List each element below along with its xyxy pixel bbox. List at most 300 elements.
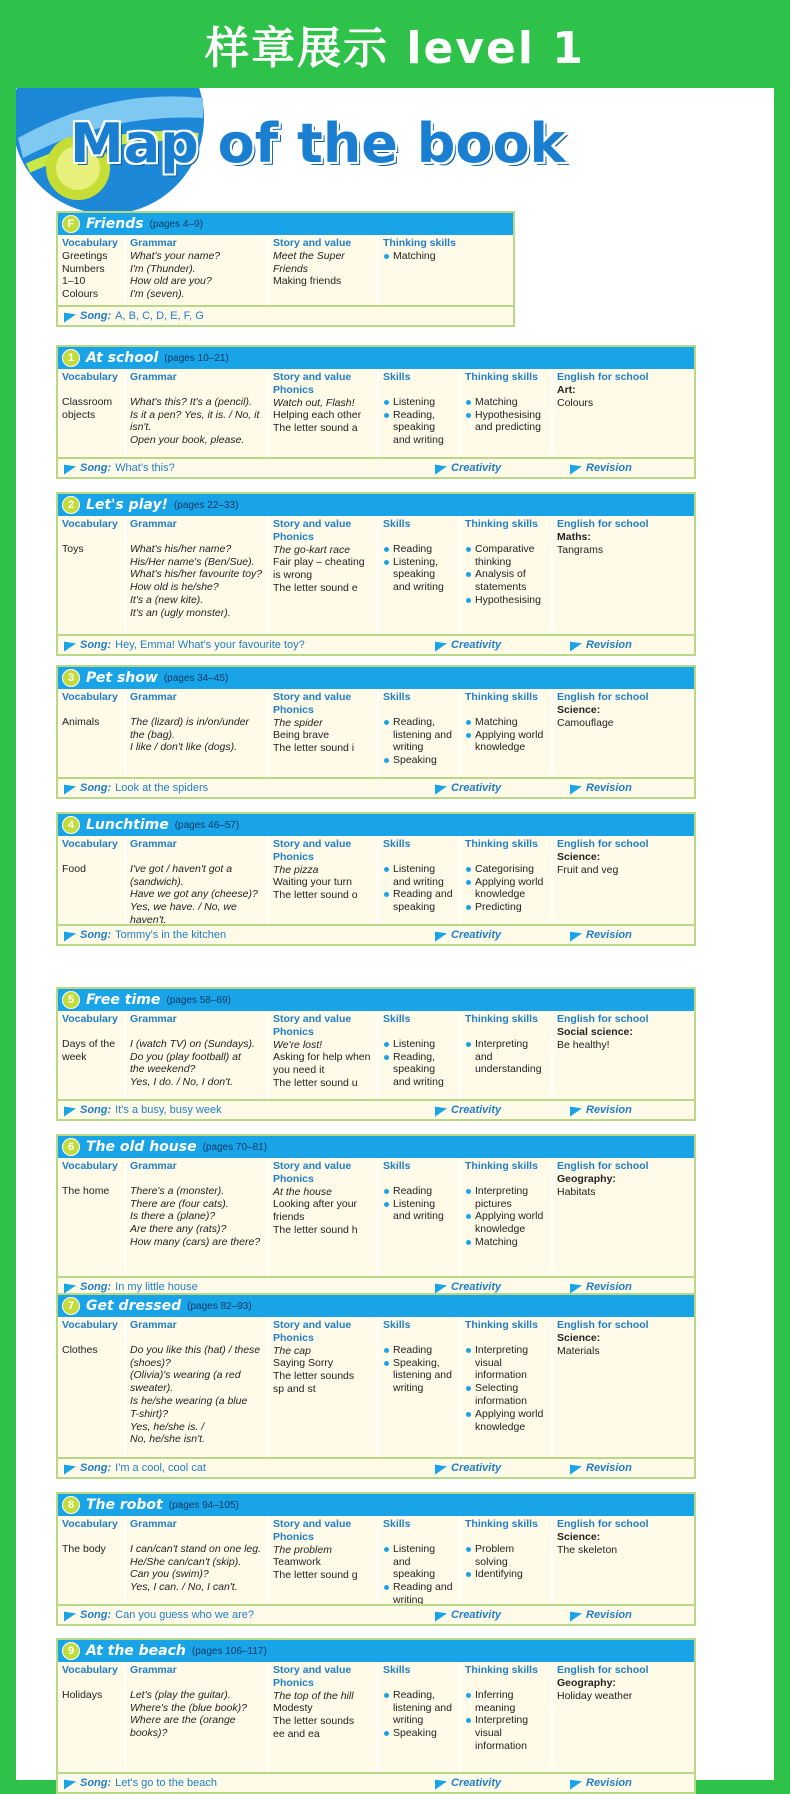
song-title: I'm a cool, cool cat bbox=[115, 1462, 206, 1474]
english-school-col-header: English for school bbox=[557, 1518, 649, 1530]
story-phonics-col-header: Story and value Phonics bbox=[273, 1013, 352, 1038]
skills-col-header: Skills bbox=[383, 1518, 411, 1530]
grammar-item: His/Her name's (Ben/Sue). bbox=[130, 555, 255, 568]
vocabulary-col bbox=[58, 1662, 126, 1772]
spacer bbox=[130, 1332, 263, 1344]
creativity-link[interactable] bbox=[435, 782, 501, 794]
skills-col-header: Skills bbox=[383, 371, 411, 383]
english-school-col bbox=[553, 689, 694, 777]
unit-footer bbox=[58, 777, 694, 797]
story-item: Watch out, Flash! bbox=[273, 396, 355, 409]
unit-card bbox=[56, 1638, 696, 1794]
thinking-col-header: Thinking skills bbox=[465, 691, 538, 703]
skills-col bbox=[379, 1158, 461, 1276]
spacer bbox=[465, 1026, 547, 1038]
grammar-item: It's a (new kite). bbox=[130, 593, 204, 606]
story-phonics-col-header: Story and value Phonics bbox=[273, 1160, 352, 1185]
skills-item: Listening and writing bbox=[383, 1198, 455, 1224]
song-link[interactable] bbox=[64, 462, 175, 474]
vocabulary-col-header: Vocabulary bbox=[62, 237, 118, 249]
grammar-item: I (watch TV) on (Sundays). bbox=[130, 1037, 255, 1050]
skills-col-header: Skills bbox=[383, 691, 411, 703]
unit-title: Pet show bbox=[86, 670, 158, 686]
unit-number-badge: 5 bbox=[62, 991, 80, 1009]
revision-link[interactable] bbox=[570, 929, 632, 941]
song-label: Song: bbox=[80, 639, 112, 651]
grammar-item: Are there any (rats)? bbox=[130, 1223, 227, 1236]
creativity-label: Creativity bbox=[451, 782, 502, 794]
vocabulary-item: Classroom bbox=[62, 395, 113, 408]
vocabulary-col-header: Vocabulary bbox=[62, 838, 118, 850]
song-title: Let's go to the beach bbox=[115, 1777, 217, 1789]
thinking-col-header: Thinking skills bbox=[465, 518, 538, 530]
song-link[interactable] bbox=[64, 1462, 206, 1474]
spacer bbox=[62, 1677, 120, 1689]
vocabulary-col bbox=[58, 1011, 126, 1099]
spacer bbox=[383, 1026, 455, 1038]
grammar-item: the (bag). bbox=[130, 728, 175, 741]
grammar-col bbox=[126, 516, 269, 634]
thinking-item: Inferring meaning bbox=[465, 1689, 547, 1715]
grammar-col bbox=[126, 836, 269, 924]
unit-pages: (pages 106–117) bbox=[191, 1645, 267, 1657]
unit-title: Free time bbox=[86, 992, 161, 1008]
revision-label: Revision bbox=[586, 1777, 632, 1789]
unit-friends bbox=[56, 211, 515, 327]
grammar-item: Where's the (blue book)? bbox=[130, 1701, 247, 1714]
creativity-link[interactable] bbox=[435, 462, 501, 474]
story-item: Asking for help when bbox=[273, 1051, 371, 1064]
unit-footer bbox=[58, 1099, 694, 1119]
grammar-col-header: Grammar bbox=[130, 1160, 177, 1172]
song-label: Song: bbox=[80, 310, 112, 322]
grammar-item: Can you (swim)? bbox=[130, 1568, 209, 1581]
song-title: A, B, C, D, E, F, G bbox=[115, 310, 204, 322]
grammar-item: (sandwich). bbox=[130, 875, 184, 888]
plane-icon bbox=[64, 1103, 76, 1116]
unit-pages: (pages 94–105) bbox=[168, 1499, 239, 1511]
story-item: ee and ea bbox=[273, 1727, 320, 1740]
english-school-col-header: English for school bbox=[557, 518, 649, 530]
story-phonics-col bbox=[269, 1662, 379, 1772]
plane-icon bbox=[64, 461, 76, 474]
plane-icon bbox=[435, 928, 447, 941]
thinking-item: Hypothesising and predicting bbox=[465, 409, 547, 435]
grammar-col-header: Grammar bbox=[130, 1664, 177, 1676]
unit-number-badge: 9 bbox=[62, 1642, 80, 1660]
creativity-label: Creativity bbox=[451, 1777, 502, 1789]
spacer bbox=[62, 1026, 120, 1038]
thinking-col-header: Thinking skills bbox=[465, 1664, 538, 1676]
creativity-label: Creativity bbox=[451, 639, 502, 651]
story-item: Saying Sorry bbox=[273, 1357, 334, 1370]
school-topic: Camouflage bbox=[557, 716, 614, 729]
grammar-col-header: Grammar bbox=[130, 371, 177, 383]
unit-footer bbox=[58, 305, 513, 325]
grammar-col bbox=[126, 235, 269, 305]
story-item: The letter sound i bbox=[273, 742, 355, 755]
school-subject: Science: bbox=[557, 850, 601, 863]
song-label: Song: bbox=[80, 1104, 112, 1116]
thinking-item: Interpreting visual information bbox=[465, 1344, 547, 1382]
story-item: At the house bbox=[273, 1185, 332, 1198]
spacer bbox=[465, 1173, 547, 1185]
story-item: Friends bbox=[273, 262, 309, 275]
grammar-item: I'm (Thunder). bbox=[130, 262, 196, 275]
grammar-item: Where are the (orange bbox=[130, 1714, 236, 1727]
song-title: What's this? bbox=[115, 462, 175, 474]
story-item: friends bbox=[273, 1211, 305, 1224]
plane-icon bbox=[64, 1608, 76, 1621]
unit-header bbox=[58, 213, 513, 235]
story-item: Meet the Super bbox=[273, 249, 345, 262]
vocabulary-col-header: Vocabulary bbox=[62, 691, 118, 703]
skills-col bbox=[379, 836, 461, 924]
spacer bbox=[62, 531, 120, 543]
unit-footer bbox=[58, 634, 694, 654]
skills-col-header: Skills bbox=[383, 518, 411, 530]
thinking-item: Problem solving bbox=[465, 1543, 547, 1569]
vocabulary-item: Toys bbox=[62, 542, 84, 555]
song-label: Song: bbox=[80, 1281, 112, 1293]
unit-number-badge: F bbox=[62, 215, 80, 233]
vocabulary-col bbox=[58, 369, 126, 457]
grammar-item: He/She can/can't (skip). bbox=[130, 1555, 242, 1568]
creativity-link[interactable] bbox=[435, 1104, 501, 1116]
thinking-col-header: Thinking skills bbox=[465, 838, 538, 850]
skills-item: Listening bbox=[383, 1038, 455, 1051]
thinking-col bbox=[461, 1317, 553, 1457]
story-item: Being brave bbox=[273, 729, 330, 742]
english-school-col-header: English for school bbox=[557, 371, 649, 383]
grammar-col-header: Grammar bbox=[130, 237, 177, 249]
school-topic: Tangrams bbox=[557, 543, 604, 556]
creativity-label: Creativity bbox=[451, 462, 502, 474]
unit-pages: (pages 58–69) bbox=[166, 994, 231, 1006]
unit-body bbox=[58, 836, 694, 924]
grammar-col-header: Grammar bbox=[130, 1518, 177, 1530]
vocabulary-item: Animals bbox=[62, 715, 100, 728]
plane-icon bbox=[570, 1776, 582, 1789]
vocabulary-col bbox=[58, 689, 126, 777]
song-link[interactable] bbox=[64, 1609, 254, 1621]
grammar-item: What's this? It's a (pencil). bbox=[130, 395, 252, 408]
school-subject: Science: bbox=[557, 1331, 601, 1344]
grammar-col-header: Grammar bbox=[130, 838, 177, 850]
thinking-item: Applying world knowledge bbox=[465, 876, 547, 902]
school-topic: Colours bbox=[557, 396, 594, 409]
plane-icon bbox=[64, 309, 76, 322]
grammar-item: (Olivia)'s wearing (a red bbox=[130, 1369, 241, 1382]
grammar-item: It's an (ugly monster). bbox=[130, 606, 231, 619]
unit-footer bbox=[58, 924, 694, 944]
skills-item: Reading, speaking and writing bbox=[383, 1051, 455, 1089]
thinking-item: Categorising bbox=[465, 863, 547, 876]
grammar-col-header: Grammar bbox=[130, 1013, 177, 1025]
spacer bbox=[62, 1173, 120, 1185]
school-subject: Science: bbox=[557, 1530, 601, 1543]
unit-card bbox=[56, 665, 696, 799]
school-topic: Materials bbox=[557, 1344, 600, 1357]
story-item: Making friends bbox=[273, 275, 342, 288]
story-phonics-col-header: Story and value Phonics bbox=[273, 518, 352, 543]
spacer bbox=[130, 704, 263, 716]
english-school-col-header: English for school bbox=[557, 1013, 649, 1025]
story-item: Modesty bbox=[273, 1702, 313, 1715]
story-item: The problem bbox=[273, 1543, 332, 1556]
grammar-col bbox=[126, 689, 269, 777]
unit-number-badge: 4 bbox=[62, 816, 80, 834]
spacer bbox=[383, 1173, 455, 1185]
unit-header bbox=[58, 494, 694, 516]
story-item: The letter sound h bbox=[273, 1223, 358, 1236]
revision-label: Revision bbox=[586, 639, 632, 651]
unit-pages: (pages 70–81) bbox=[202, 1141, 268, 1153]
creativity-link[interactable] bbox=[435, 1777, 501, 1789]
unit-pages: (pages 22–33) bbox=[173, 499, 239, 511]
thinking-item: Matching bbox=[465, 396, 547, 409]
story-item: The go-kart race bbox=[273, 543, 351, 556]
spacer bbox=[130, 851, 263, 863]
unit-card bbox=[56, 1293, 696, 1479]
thinking-item: Matching bbox=[465, 1236, 547, 1249]
thinking-col-header: Thinking skills bbox=[465, 371, 538, 383]
story-col bbox=[269, 235, 379, 305]
skills-col bbox=[379, 369, 461, 457]
skills-item: Speaking, listening and writing bbox=[383, 1357, 455, 1395]
vocabulary-col bbox=[58, 1317, 126, 1457]
grammar-item: What's his/her favourite toy? bbox=[130, 568, 263, 581]
revision-label: Revision bbox=[586, 1281, 632, 1293]
unit-header bbox=[58, 1494, 694, 1516]
unit-title: At the beach bbox=[86, 1643, 186, 1659]
song-label: Song: bbox=[80, 1462, 112, 1474]
song-title: Hey, Emma! What's your favourite toy? bbox=[115, 639, 305, 651]
unit-title: At school bbox=[86, 350, 159, 366]
thinking-item: Applying world knowledge bbox=[465, 1408, 547, 1434]
unit-header bbox=[58, 1640, 694, 1662]
spacer bbox=[383, 1531, 455, 1543]
vocabulary-item: Colours bbox=[62, 288, 99, 301]
revision-link[interactable] bbox=[570, 1462, 632, 1474]
grammar-col-header: Grammar bbox=[130, 518, 177, 530]
vocabulary-col bbox=[58, 836, 126, 924]
story-item: The letter sound o bbox=[273, 889, 358, 902]
song-link[interactable] bbox=[64, 639, 305, 651]
grammar-item: The (lizard) is in/on/under bbox=[130, 715, 250, 728]
grammar-item: Let's (play the guitar). bbox=[130, 1688, 231, 1701]
plane-icon bbox=[64, 781, 76, 794]
vocabulary-col-header: Vocabulary bbox=[62, 1518, 118, 1530]
unit-title: Let's play! bbox=[86, 497, 168, 513]
english-school-col bbox=[553, 1158, 694, 1276]
spacer bbox=[130, 384, 263, 396]
skills-item: Reading, speaking and writing bbox=[383, 409, 455, 447]
creativity-label: Creativity bbox=[451, 929, 502, 941]
thinking-item: Analysis of statements bbox=[465, 568, 547, 594]
song-link[interactable] bbox=[64, 929, 226, 941]
revision-label: Revision bbox=[586, 929, 632, 941]
unit-card bbox=[56, 987, 696, 1121]
thinking-item: Predicting bbox=[465, 901, 547, 914]
revision-link[interactable] bbox=[570, 639, 632, 651]
thinking-item: Identifying bbox=[465, 1568, 547, 1581]
english-school-col bbox=[553, 1516, 694, 1604]
grammar-item: Yes, we have. / No, we haven't. bbox=[130, 901, 237, 924]
plane-icon bbox=[435, 638, 447, 651]
spacer bbox=[130, 1026, 263, 1038]
grammar-item: Is there a (plane)? bbox=[130, 1210, 216, 1223]
spacer bbox=[465, 1531, 547, 1543]
story-phonics-col-header: Story and value Phonics bbox=[273, 371, 352, 396]
revision-link[interactable] bbox=[570, 1104, 632, 1116]
unit-title: Lunchtime bbox=[86, 817, 169, 833]
spacer bbox=[383, 1677, 455, 1689]
creativity-label: Creativity bbox=[451, 1104, 502, 1116]
revision-link[interactable] bbox=[570, 782, 632, 794]
unit-number-badge: 6 bbox=[62, 1138, 80, 1156]
spacer bbox=[383, 704, 455, 716]
plane-icon bbox=[64, 928, 76, 941]
grammar-col bbox=[126, 369, 269, 457]
story-phonics-col bbox=[269, 1317, 379, 1457]
skills-col bbox=[379, 689, 461, 777]
thinking-col-header: Thinking skills bbox=[465, 1319, 538, 1331]
spacer bbox=[130, 1173, 263, 1185]
unit-body bbox=[58, 235, 513, 305]
spacer bbox=[465, 704, 547, 716]
story-item: The letter sound e bbox=[273, 581, 358, 594]
grammar-item: I like / don't like (dogs). bbox=[130, 741, 238, 754]
unit-pages: (pages 82–93) bbox=[187, 1300, 252, 1312]
thinking-item: Matching bbox=[465, 716, 547, 729]
vocabulary-item: Clothes bbox=[62, 1343, 98, 1356]
spacer bbox=[130, 1531, 263, 1543]
unit-body bbox=[58, 689, 694, 777]
skills-col-header: Skills bbox=[383, 1319, 411, 1331]
spacer bbox=[383, 384, 455, 396]
creativity-link[interactable] bbox=[435, 1281, 501, 1293]
unit-footer bbox=[58, 1772, 694, 1792]
song-label: Song: bbox=[80, 782, 112, 794]
unit-card bbox=[56, 1134, 696, 1298]
unit-footer bbox=[58, 1457, 694, 1477]
unit-number-badge: 1 bbox=[62, 349, 80, 367]
english-school-col-header: English for school bbox=[557, 1664, 649, 1676]
story-item: The spider bbox=[273, 716, 323, 729]
story-item: Fair play – cheating bbox=[273, 556, 365, 569]
song-link[interactable] bbox=[64, 1777, 217, 1789]
story-item: Looking after your bbox=[273, 1198, 358, 1211]
song-title: Can you guess who we are? bbox=[115, 1609, 254, 1621]
plane-icon bbox=[435, 1776, 447, 1789]
plane-icon bbox=[435, 1608, 447, 1621]
story-phonics-col bbox=[269, 1011, 379, 1099]
grammar-item: Yes, I do. / No, I don't. bbox=[130, 1076, 233, 1089]
thinking-item: Hypothesising bbox=[465, 594, 547, 607]
skills-item: Reading bbox=[383, 1185, 455, 1198]
thinking-item: Interpreting and understanding bbox=[465, 1038, 547, 1076]
vocabulary-item: The body bbox=[62, 1542, 106, 1555]
vocabulary-item: Days of the bbox=[62, 1037, 116, 1050]
english-school-col bbox=[553, 516, 694, 634]
vocabulary-col-header: Vocabulary bbox=[62, 371, 118, 383]
creativity-link[interactable] bbox=[435, 929, 501, 941]
unit-pages: (pages 4–9) bbox=[149, 218, 203, 230]
story-phonics-col-header: Story and value Phonics bbox=[273, 1518, 352, 1543]
story-item: The letter sounds bbox=[273, 1715, 355, 1728]
unit-footer bbox=[58, 457, 694, 477]
english-school-col-header: English for school bbox=[557, 1160, 649, 1172]
grammar-item: T-shirt)? bbox=[130, 1407, 169, 1420]
grammar-item: There's a (monster). bbox=[130, 1184, 225, 1197]
story-item: is wrong bbox=[273, 569, 313, 582]
unit-number-badge: 3 bbox=[62, 669, 80, 687]
thinking-item: Applying world knowledge bbox=[465, 1210, 547, 1236]
thinking-item: Interpreting visual information bbox=[465, 1714, 547, 1752]
story-item: Waiting your turn bbox=[273, 876, 352, 889]
revision-link[interactable] bbox=[570, 462, 632, 474]
unit-card bbox=[56, 1492, 696, 1626]
vocabulary-item: The home bbox=[62, 1184, 110, 1197]
song-link[interactable] bbox=[64, 1104, 222, 1116]
revision-link[interactable] bbox=[570, 1281, 632, 1293]
header-banner bbox=[0, 0, 790, 88]
creativity-link[interactable] bbox=[435, 639, 501, 651]
story-item: We're lost! bbox=[273, 1038, 323, 1051]
vocabulary-col bbox=[58, 516, 126, 634]
grammar-item: (shoes)? bbox=[130, 1356, 171, 1369]
story-item: The cap bbox=[273, 1344, 311, 1357]
grammar-item: How old is he/she? bbox=[130, 581, 219, 594]
revision-link[interactable] bbox=[570, 1777, 632, 1789]
grammar-col bbox=[126, 1158, 269, 1276]
spacer bbox=[465, 1677, 547, 1689]
grammar-col bbox=[126, 1317, 269, 1457]
unit-pages: (pages 46–57) bbox=[174, 819, 240, 831]
vocabulary-item: Holidays bbox=[62, 1688, 103, 1701]
english-school-col bbox=[553, 1317, 694, 1457]
creativity-link[interactable] bbox=[435, 1462, 501, 1474]
plane-icon bbox=[570, 781, 582, 794]
grammar-item: How many (cars) are there? bbox=[130, 1235, 261, 1248]
grammar-item: Yes, I can. / No, I can't. bbox=[130, 1581, 238, 1594]
thinking-col bbox=[461, 516, 553, 634]
thinking-col-header: Thinking skills bbox=[465, 1518, 538, 1530]
vocabulary-item: objects bbox=[62, 408, 96, 421]
grammar-item: Yes, he/she is. / bbox=[130, 1420, 205, 1433]
creativity-link[interactable] bbox=[435, 1609, 501, 1621]
thinking-item: Interpreting pictures bbox=[465, 1185, 547, 1211]
grammar-item: books)? bbox=[130, 1727, 168, 1740]
story-item: sp and st bbox=[273, 1382, 316, 1395]
skills-col bbox=[379, 1317, 461, 1457]
revision-link[interactable] bbox=[570, 1609, 632, 1621]
story-phonics-col bbox=[269, 689, 379, 777]
song-link[interactable] bbox=[64, 310, 204, 322]
grammar-item: What's his/her name? bbox=[130, 542, 232, 555]
song-link[interactable] bbox=[64, 782, 208, 794]
skills-col-header: Skills bbox=[383, 1664, 411, 1676]
unit-pages: (pages 10–21) bbox=[164, 352, 229, 364]
grammar-item: Do you like this (hat) / these bbox=[130, 1343, 261, 1356]
school-subject: Geography: bbox=[557, 1676, 616, 1689]
skills-col-header: Skills bbox=[383, 1160, 411, 1172]
song-link[interactable] bbox=[64, 1281, 198, 1293]
story-phonics-col-header: Story and value Phonics bbox=[273, 838, 352, 863]
vocabulary-item: 1–10 bbox=[62, 275, 86, 288]
unit-card bbox=[56, 812, 696, 946]
